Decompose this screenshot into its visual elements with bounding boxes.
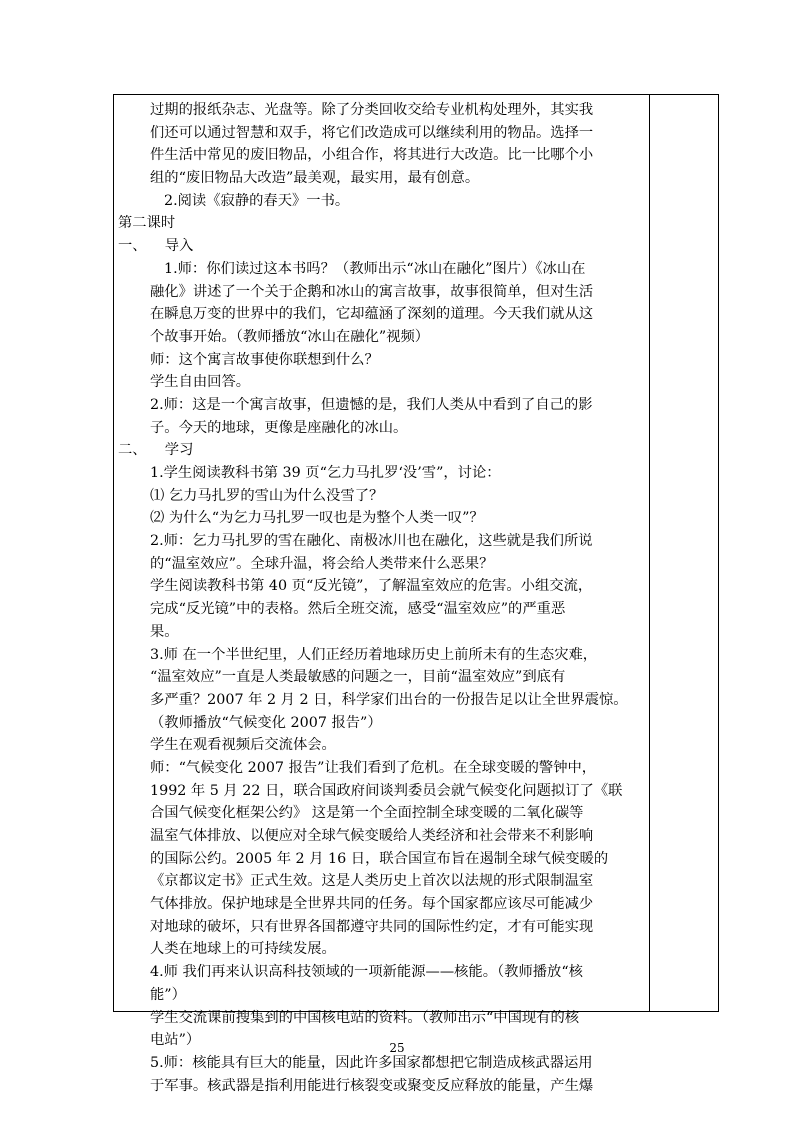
text-line: 于军事。核武器是指利用能进行核裂变或聚变反应释放的能量，产生爆 xyxy=(150,1077,594,1094)
text-line: 师：这个寓言故事使你联想到什么？ xyxy=(150,351,379,368)
text-line: 对地球的破坏，只有世界各国都遵守共同的国际性约定，才有可能实现 xyxy=(150,918,594,935)
text-line: 学生自由回答。 xyxy=(150,374,251,391)
text-line: 过期的报纸杂志、光盘等。除了分类回收交给专业机构处理外，其实我 xyxy=(150,102,594,118)
text-line: 电站”） xyxy=(150,1032,201,1049)
text-line: 的“温室效应”。全球升温，将会给人类带来什么恶果？ xyxy=(150,555,494,572)
text-line: 5.师：核能具有巨大的能量，因此许多国家都想把它制造成核武器运用 xyxy=(150,1054,593,1071)
text-line: 人类在地球上的可持续发展。 xyxy=(150,941,336,958)
text-line: 合国气候变化框架公约》 这是第一个全面控制全球变暖的二氧化碳等 xyxy=(150,805,584,822)
section-heading: 二、 学习 xyxy=(118,442,194,459)
text-line: 融化》讲述了一个关于企鹅和冰山的寓言故事，故事很简单，但对生活 xyxy=(150,283,594,300)
text-line: 学生交流课前搜集到的中国核电站的资料。（教师出示“中国现有的核 xyxy=(150,1009,580,1026)
text-line: 4.师 我们再来认识高科技领域的一项新能源——核能。（教师播放“核 xyxy=(150,964,583,981)
text-line: 在瞬息万变的世界中的我们，它却蕴涵了深刻的道理。今天我们就从这 xyxy=(150,306,594,323)
text-line: 2.师：乞力马扎罗的雪在融化、南极冰川也在融化，这些就是我们所说 xyxy=(150,533,593,550)
text-line: 完成“反光镜”中的表格。然后全班交流，感受“温室效应”的严重恶 xyxy=(150,601,566,618)
text-line: 学生在观看视频后交流体会。 xyxy=(150,737,336,754)
text-line: “温室效应”一直是人类最敏感的问题之一，目前“温室效应”到底有 xyxy=(150,669,566,686)
text-line: 《京都议定书》正式生效。这是人类历史上首次以法规的形式限制温室 xyxy=(150,873,594,890)
text-line: 子。今天的地球，更像是座融化的冰山。 xyxy=(150,419,408,436)
text-line: 2.阅读《寂静的春天》一书。 xyxy=(164,192,350,209)
text-line: （教师播放“气候变化 2007 报告”） xyxy=(150,714,382,731)
text-line: ⑴ 乞力马扎罗的雪山为什么没雪了？ xyxy=(150,487,384,504)
column-divider xyxy=(649,95,650,1011)
text-line: 能”） xyxy=(150,986,186,1003)
text-line: 多严重？2007 年 2 月 2 日，科学家们出台的一份报告足以让全世界震惊。 xyxy=(150,691,628,708)
text-line: 1.学生阅读教科书第 39 页“乞力马扎罗‘没’雪”，讨论： xyxy=(150,465,501,481)
text-line: 气体排放。保护地球是全世界共同的任务。每个国家都应该尽可能减少 xyxy=(150,896,594,913)
text-line: 组的“废旧物品大改造”最美观，最实用，最有创意。 xyxy=(150,170,480,187)
text-line: 们还可以通过智慧和双手，将它们改造成可以继续利用的物品。选择一 xyxy=(150,124,594,141)
text-line: 1992 年 5 月 22 日，联合国政府间谈判委员会就气候变化问题拟订了《联 xyxy=(150,782,623,799)
text-line: 件生活中常见的废旧物品，小组合作，将其进行大改造。比一比哪个小 xyxy=(150,147,594,164)
text-line: 1.师：你们读过这本书吗？（教师出示“冰山在融化”图片）《冰山在 xyxy=(164,260,586,277)
page-number: 25 xyxy=(389,1041,405,1055)
text-line: 2.师：这是一个寓言故事，但遗憾的是，我们人类从中看到了自己的影 xyxy=(150,396,593,413)
text-line: 学生阅读教科书第 40 页“反光镜”，了解温室效应的危害。小组交流， xyxy=(150,578,593,595)
text-line: 个故事开始。（教师播放“冰山在融化”视频） xyxy=(150,328,430,345)
text-line: 的国际公约。2005 年 2 月 16 日，联合国宣布旨在遏制全球气候变暖的 xyxy=(150,850,609,867)
text-line: 温室气体排放、以便应对全球气候变暖给人类经济和社会带来不利影响 xyxy=(150,828,594,844)
text-line: 师：“气候变化 2007 报告”让我们看到了危机。在全球变暖的警钟中， xyxy=(150,759,597,776)
text-line: ⑵ 为什么“为乞力马扎罗一叹也是为整个人类一叹”？ xyxy=(150,510,484,527)
text-line: 3.师 在一个半世纪里，人们正经历着地球历史上前所未有的生态灾难， xyxy=(150,646,598,663)
text-line: 果。 xyxy=(150,623,179,640)
section-heading: 一、 导入 xyxy=(118,238,194,255)
section-heading: 第二课时 xyxy=(118,215,176,232)
lesson-content xyxy=(118,99,646,1097)
